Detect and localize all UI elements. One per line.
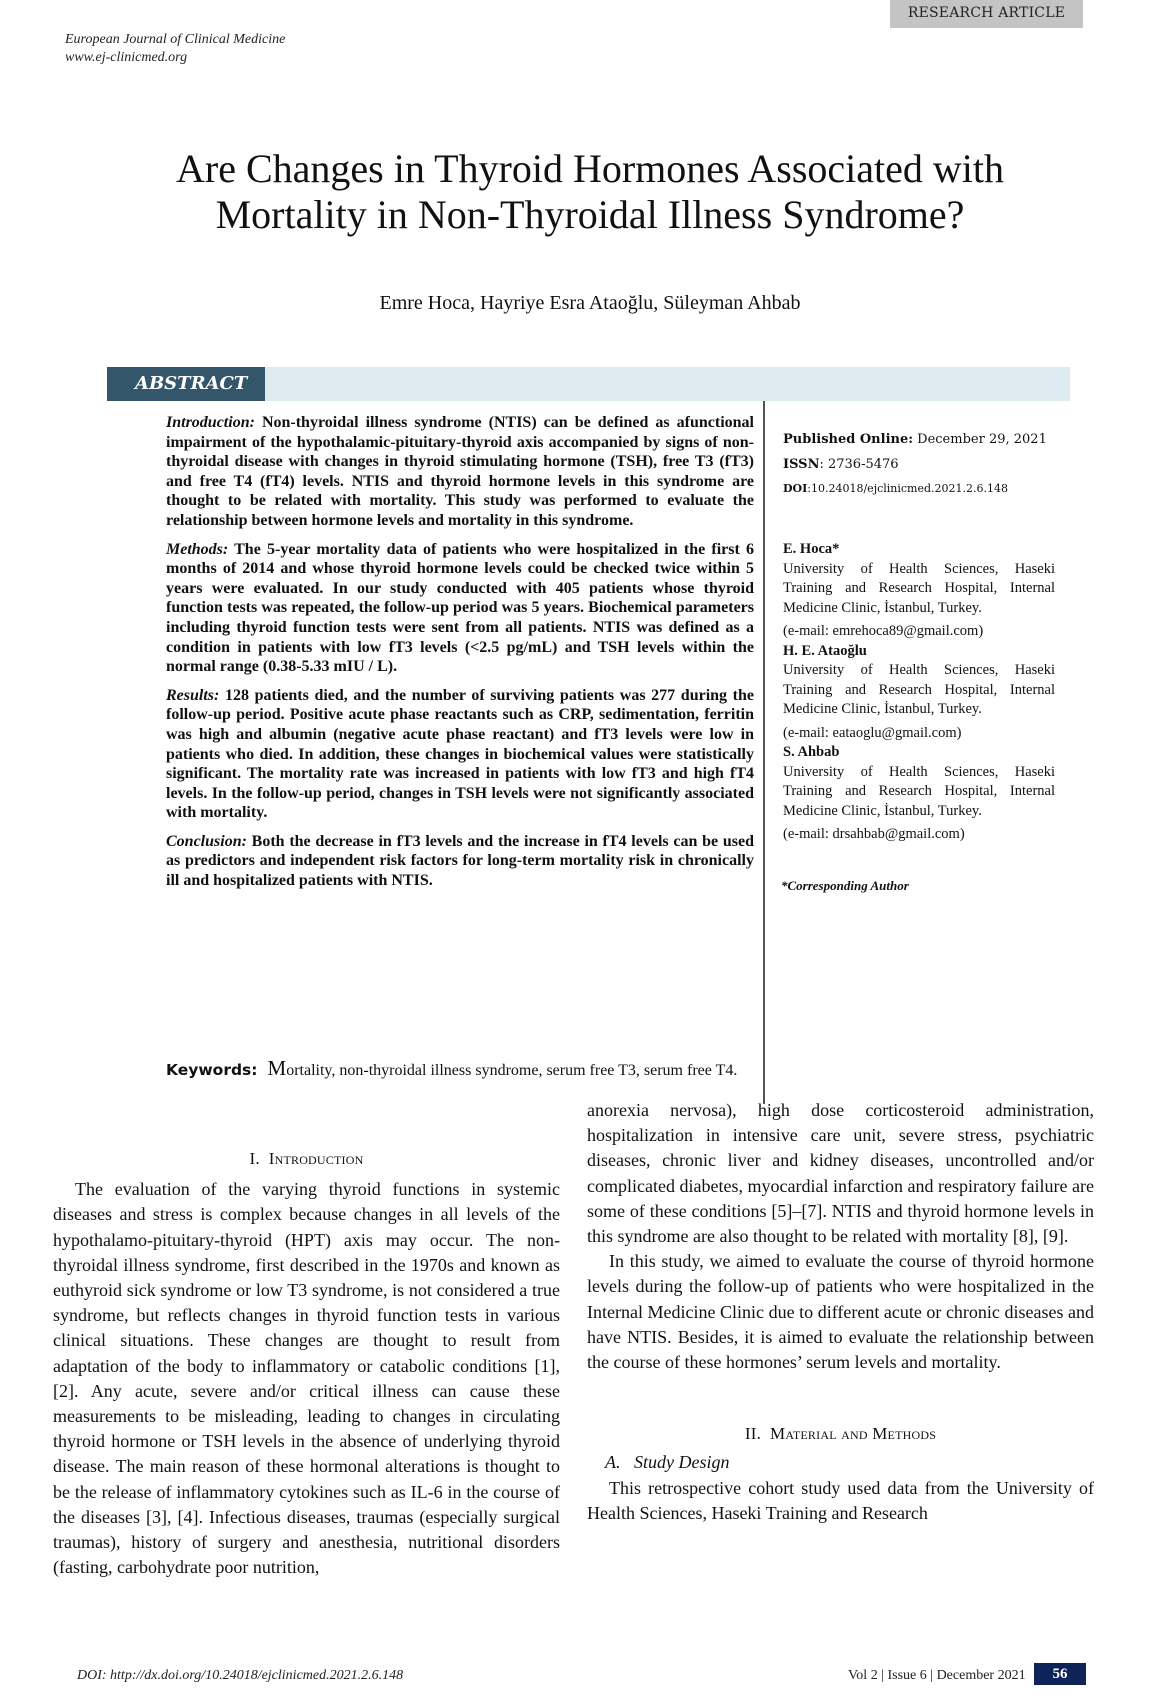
footer-doi-link[interactable]: DOI: http://dx.doi.org/10.24018/ejclinicmed.2021.2.6.148 <box>77 1668 404 1683</box>
author-email[interactable]: (e-mail: emrehoca89@gmail.com) <box>783 623 984 639</box>
author-name: H. E. Ataoğlu <box>783 642 867 659</box>
abstract-lead: Results: <box>166 686 220 704</box>
author-affiliation: University of Health Sciences, Haseki Training and Research Hospital, Internal Medicine Clinic, İstanbul, Turkey. <box>783 662 1055 717</box>
title-line-1: Are Changes in Thyroid Hormones Associated with <box>175 146 1005 191</box>
author-list: Emre Hoca, Hayriye Esra Ataoğlu, Süleyman Ahbab <box>379 292 801 314</box>
paragraph: The evaluation of the varying thyroid functions in systemic diseases and stress is complex because changes in all levels of the hypothalamo-pituitary-thyroid (HPT) axis may occur. The non-thyroidal illness syndrome, first described in the 1970s and known as euthyroid sick syndrome or low T3 syndrome, is not considered a true syndrome, but reflects changes in thyroid function tests in various clinical situations. These changes are thought to result from adaptation of the body to inflammatory or catabolic conditions [1], [2]. Any acute, severe and/or critical illness can cause these measurements to be misleading, leading to changes in circulating thyroid hormone or TSH levels in the absence of underlying thyroid disease. The main reason of these hormonal alterations is thought to be the release of inflammatory cytokines such as IL-6 in the course of the diseases [3], [4]. Infectious diseases, traumas (especially surgical traumas), history of surgery and anesthesia, nutritional disorders (fasting, carbohydrate poor nutrition, <box>53 1179 560 1578</box>
journal-name: European Journal of Clinical Medicine <box>65 32 286 47</box>
abstract-label: ABSTRACT <box>107 367 265 401</box>
section-title: Introduction <box>268 1149 364 1168</box>
subsection-heading-study-design <box>605 1450 1094 1475</box>
publication-meta <box>783 432 1063 505</box>
article-type-badge: RESEARCH ARTICLE <box>890 0 1083 28</box>
keywords-label: Keywords: <box>166 1061 258 1079</box>
abstract-text: Non-thyroidal illness syndrome (NTIS) can be defined as afunctional impairment of the hypothalamic-pituitary-thyroid axis accompanied by signs of non-thyroidal disease with changes in thyroid stimulating hormone (TSH), free T3 (fT3) and free T4 (fT4) levels. NTIS and thyroid hormone levels in this syndrome are thought to be related with mortality. This study was performed to evaluate the relationship between hormone levels and mortality in this syndrome. <box>166 414 754 529</box>
author-affiliations <box>783 540 1055 845</box>
abstract-text: Both the decrease in fT3 levels and the increase in fT4 levels can be used as predictors and independent risk factors for long-term mortality risk in chronically ill and hospitalized patients with NTIS. <box>166 832 754 890</box>
title-line-2: Mortality in Non-Thyroidal Illness Syndrome? <box>215 192 965 237</box>
abstract-introduction <box>166 413 754 531</box>
section-number: II. <box>744 1424 762 1444</box>
keywords-initial: M <box>267 1056 287 1080</box>
article-title <box>90 146 1090 238</box>
abstract-lead: Introduction: <box>166 414 255 431</box>
body-column-left <box>53 1146 560 1580</box>
section-heading-methods <box>587 1421 1094 1446</box>
body-column-right <box>587 1098 1094 1526</box>
issn-value: : 2736-5476 <box>819 457 899 472</box>
paragraph: In this study, we aimed to evaluate the course of thyroid hormone levels during the follow-up of patients who were hospitalized in the Internal Medicine Clinic due to different acute or chronic diseases and have NTIS. Besides, it is aimed to evaluate the relationship between the course of these hormones’ serum levels and mortality. <box>587 1251 1094 1373</box>
keywords <box>166 1058 754 1081</box>
paragraph: This retrospective cohort study used data from the University of Health Sciences, Haseki Training and Research <box>587 1477 1094 1523</box>
author-block <box>783 642 1055 744</box>
page-number: 56 <box>1034 1663 1086 1685</box>
paragraph: anorexia nervosa), high dose corticosteroid administration, hospitalization in intensive care unit, severe stress, psychiatric diseases, chronic liver and kidney diseases, uncontrolled and/or complicated diabetes, myocardial infarction and respiratory failure are some of these conditions [5]–[7]. NTIS and thyroid hormone levels in this syndrome are also thought to be related with mortality [8], [9]. <box>587 1100 1094 1247</box>
abstract-results <box>166 686 754 823</box>
published-online <box>783 432 1063 447</box>
abstract-body <box>166 413 754 900</box>
author-email[interactable]: (e-mail: drsahbab@gmail.com) <box>783 826 965 842</box>
issn-label: ISSN <box>783 457 820 472</box>
author-block <box>783 743 1055 845</box>
abstract-methods <box>166 540 754 677</box>
doi-label: DOI <box>783 482 808 495</box>
doi-value[interactable]: :10.24018/ejclinicmed.2021.2.6.148 <box>807 482 1009 495</box>
section-heading-introduction <box>53 1146 560 1171</box>
abstract-conclusion <box>166 832 754 891</box>
author-block <box>783 540 1055 642</box>
journal-url[interactable]: www.ej-clinicmed.org <box>65 50 188 65</box>
author-name: E. Hoca* <box>783 541 840 557</box>
abstract-text: The 5-year mortality data of patients who were hospitalized in the first 6 months of 2014 and whose thyroid hormone levels could be checked twice within 5 years were evaluated. In our study conducted with 405 patients whose thyroid function tests was repeated, the follow-up period was 5 years. Biochemical parameters including thyroid function tests were sent from all patients. NTIS was defined as a condition in patients with low fT3 levels (<2.5 pg/mL) and TSH levels within the normal range (0.38-5.33 mIU / L). <box>166 540 754 676</box>
author-affiliation: University of Health Sciences, Haseki Training and Research Hospital, Internal Medicine Clinic, İstanbul, Turkey. <box>783 560 1055 616</box>
doi <box>783 482 1063 495</box>
published-date: December 29, 2021 <box>913 432 1047 447</box>
abstract-text: 128 patients died, and the number of surviving patients was 277 during the follow-up period. Positive acute phase reactants such as CRP, sedimentation, ferritin was high and albumin (negative acute phase reactant) and fT3 levels were low in patients who died. In addition, these changes in biochemical values were statistically significant. The mortality rate was increased in patients with low fT3 and high fT4 levels. In the follow-up period, changes in TSH levels were not significantly associated with mortality. <box>166 686 754 822</box>
subsection-number: A. <box>605 1452 621 1473</box>
keywords-text: ortality, non-thyroidal illness syndrome, serum free T3, serum free T4. <box>286 1062 738 1079</box>
section-number: I. <box>249 1149 260 1168</box>
issn <box>783 457 1063 472</box>
journal-header <box>65 31 285 67</box>
corresponding-author-note: *Corresponding Author <box>781 878 909 893</box>
abstract-divider <box>763 401 765 1104</box>
abstract-lead: Conclusion: <box>166 832 247 850</box>
author-affiliation: University of Health Sciences, Haseki Training and Research Hospital, Internal Medicine Clinic, İstanbul, Turkey. <box>783 763 1055 819</box>
published-label: Published Online: <box>783 432 914 447</box>
subsection-title: Study Design <box>634 1452 730 1473</box>
section-title: Material and Methods <box>770 1424 937 1444</box>
author-name: S. Ahbab <box>783 744 840 760</box>
footer-volume-info: Vol 2 | Issue 6 | December 2021 <box>848 1668 1026 1683</box>
abstract-lead: Methods: <box>166 540 229 558</box>
author-email[interactable]: (e-mail: eataoglu@gmail.com) <box>783 724 962 741</box>
